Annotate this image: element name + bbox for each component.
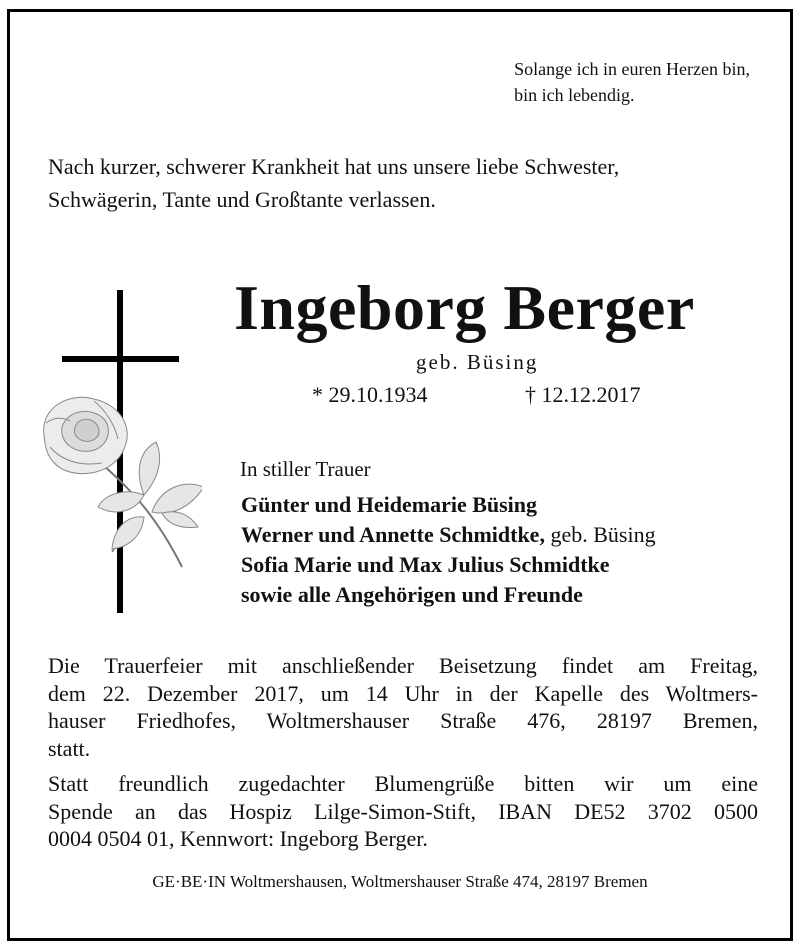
mourner-name: Werner und Annette Schmidtke, <box>241 522 545 547</box>
donation-line: Statt freundlich zugedachter Blumengrüße bitten wir um eine <box>48 771 758 796</box>
motto-quote <box>514 56 750 108</box>
mourner-line <box>241 520 656 550</box>
rose-icon <box>32 387 202 572</box>
service-line: Die Trauerfeier mit anschließender Beisetzung findet am Freitag, <box>48 653 758 678</box>
mourner-line <box>241 550 656 580</box>
intro-line: Nach kurzer, schwerer Krankheit hat uns unsere liebe Schwester, <box>48 154 620 179</box>
mourning-lead: In stiller Trauer <box>240 457 371 481</box>
donation-text <box>48 770 758 853</box>
mourner-suffix: geb. Büsing <box>544 522 656 547</box>
birth-name: geb. Büsing <box>416 350 539 374</box>
deceased-name: Ingeborg Berger <box>234 272 695 343</box>
motto-line: Solange ich in euren Herzen bin, <box>514 59 750 79</box>
mourner-line <box>241 490 656 520</box>
service-line: hauser Friedhofes, Woltmershauser Straße 476, 28197 Bremen, <box>48 708 758 733</box>
cross-icon <box>62 356 179 362</box>
intro-text <box>48 150 619 216</box>
donation-line: 0004 0504 01, Kennwort: Ingeborg Berger. <box>48 826 428 851</box>
donation-line: Spende an das Hospiz Lilge-Simon-Stift, IBAN DE52 3702 0500 <box>48 798 758 824</box>
funeral-home-footer: GE·BE·IN Woltmershausen, Woltmershauser Straße 474, 28197 Bremen <box>152 872 648 891</box>
motto-line: bin ich lebendig. <box>514 85 635 105</box>
intro-line: Schwägerin, Tante und Großtante verlassen. <box>48 187 436 212</box>
mourner-name: Günter und Heidemarie Büsing <box>241 492 538 517</box>
birth-date: * 29.10.1934 <box>312 382 428 407</box>
funeral-service-text <box>48 652 758 762</box>
obituary-notice <box>7 9 793 941</box>
service-line: dem 22. Dezember 2017, um 14 Uhr in der Kapelle des Woltmers- <box>48 680 758 706</box>
mourner-line <box>241 580 656 610</box>
death-date: † 12.12.2017 <box>525 382 641 407</box>
service-line: statt. <box>48 735 91 761</box>
mourners-list <box>241 490 656 610</box>
mourner-name: Sofia Marie und Max Julius Schmidtke <box>241 552 610 577</box>
mourner-name: sowie alle Angehörigen und Freunde <box>241 582 583 607</box>
